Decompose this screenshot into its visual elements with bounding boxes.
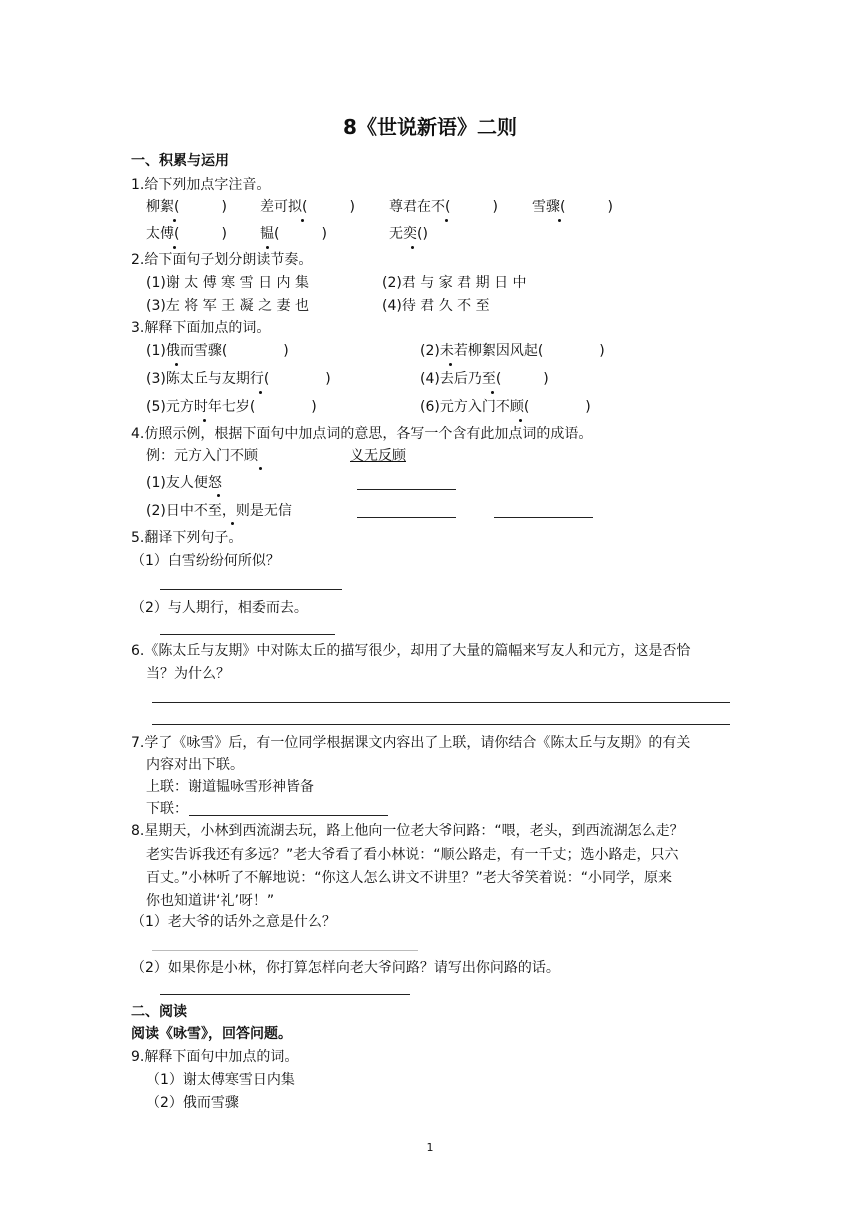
q3-item-3: (3)陈太丘与友期行( ) [146,371,331,387]
emphasis-dot [259,467,262,470]
emphasis-dot [519,419,522,422]
q1-item-2: 差可拟( ) [260,199,355,215]
q1-item-5: 太傅( ) [146,226,227,242]
q3-item-6: (6)元方入门不顾( ) [420,399,591,415]
q7-line-1: 7.学了《咏雪》后，有一位同学根据课文内容出了上联，请你结合《陈太丘与友期》的有关 [131,735,691,751]
q1-item-3: 尊君在不( ) [389,199,498,215]
answer-line[interactable] [152,724,730,725]
emphasis-dot [173,246,176,249]
q9-item-1: （1）谢太傅寒雪日内集 [146,1072,295,1088]
answer-blank[interactable] [160,634,335,635]
q4-item-2: (2)日中不至，则是无信 [146,503,292,519]
page-title: 8《世说新语》二则 [343,115,517,139]
q9-item-2: （2）俄而雪骤 [146,1095,239,1111]
q8-line-4: 你也知道讲‘礼’呀！” [146,893,275,909]
q8-line-3: 百丈。”小林听了不解地说：“你这人怎么讲文不讲里？”老大爷笑着说：“小同学，原来 [146,870,673,886]
answer-blank[interactable] [189,815,388,816]
emphasis-dot [449,363,452,366]
q8-item-2: （2）如果你是小林，你打算怎样向老大爷问路？请写出你问路的话。 [131,960,560,976]
q8-line-1: 8.星期天，小林到西流湖去玩，路上他向一位老大爷问路：“喂，老头，到西流湖怎么走？ [131,823,684,839]
emphasis-dot [266,246,269,249]
q1-item-1: 柳絮( ) [146,199,227,215]
answer-blank[interactable] [357,517,456,518]
q6-line-1: 6.《陈太丘与友期》中对陈太丘的描写很少，却用了大量的篇幅来写友人和元方，这是否恰 [131,643,691,659]
emphasis-dot [231,522,234,525]
q3-item-1: (1)俄而雪骤( ) [146,343,289,359]
answer-blank[interactable] [152,950,418,951]
answer-blank[interactable] [494,517,593,518]
q8-line-2: 老实告诉我还有多远？”老大爷看了看小林说：“顺公路走，有一千丈；选小路走，只六 [146,847,679,863]
q3-item-5: (5)元方时年七岁( ) [146,399,317,415]
emphasis-dot [175,363,178,366]
emphasis-dot [203,419,206,422]
emphasis-dot [558,219,561,222]
emphasis-dot [259,391,262,394]
q1-item-6: 韫( ) [260,226,327,242]
q2-prompt: 2.给下面句子划分朗读节奏。 [131,252,313,268]
q2-item-2: (2)君 与 家 君 期 日 中 [382,275,527,291]
q1-item-7: 无奕() [389,226,428,242]
answer-line[interactable] [152,702,730,703]
q4-example-answer: 义无反顾 [350,448,406,464]
q1-prompt: 1.给下列加点字注音。 [131,177,271,193]
q7-lower-couplet-label: 下联： [146,801,188,817]
q3-prompt: 3.解释下面加点的词。 [131,320,271,336]
q2-item-3: (3)左 将 军 王 凝 之 妻 也 [146,298,309,314]
emphasis-dot [301,219,304,222]
q1-item-4: 雪骤( ) [532,199,613,215]
section-heading-1: 一、积累与运用 [131,153,229,169]
q5-item-1: （1）白雪纷纷何所似？ [131,553,280,569]
emphasis-dot [173,219,176,222]
emphasis-dot [445,219,448,222]
q5-item-2: （2）与人期行，相委而去。 [131,600,308,616]
answer-blank[interactable] [160,994,410,995]
q3-item-4: (4)去后乃至( ) [420,371,549,387]
q2-item-4: (4)待 君 久 不 至 [382,298,490,314]
page-number: 1 [426,1141,434,1154]
q7-upper-couplet: 上联：谢道韫咏雪形神皆备 [146,779,314,795]
answer-blank[interactable] [160,589,342,590]
q3-item-2: (2)未若柳絮因风起( ) [420,343,605,359]
q6-line-2: 当？为什么？ [146,666,230,682]
emphasis-dot [411,246,414,249]
answer-blank[interactable] [357,489,456,490]
q2-item-1: (1)谢 太 傅 寒 雪 日 内 集 [146,275,309,291]
q4-item-1: (1)友人便怒 [146,475,222,491]
reading-title: 阅读《咏雪》，回答问题。 [131,1026,292,1042]
q4-prompt: 4.仿照示例，根据下面句中加点词的意思，各写一个含有此加点词的成语。 [131,426,593,442]
q8-item-1: （1）老大爷的话外之意是什么？ [131,914,336,930]
section-heading-2: 二、阅读 [131,1004,187,1020]
q4-example: 例：元方入门不顾 [146,448,258,464]
q7-line-2: 内容对出下联。 [146,757,244,773]
q9-prompt: 9.解释下面句中加点的词。 [131,1049,299,1065]
q5-prompt: 5.翻译下列句子。 [131,530,243,546]
emphasis-dot [217,494,220,497]
emphasis-dot [491,391,494,394]
